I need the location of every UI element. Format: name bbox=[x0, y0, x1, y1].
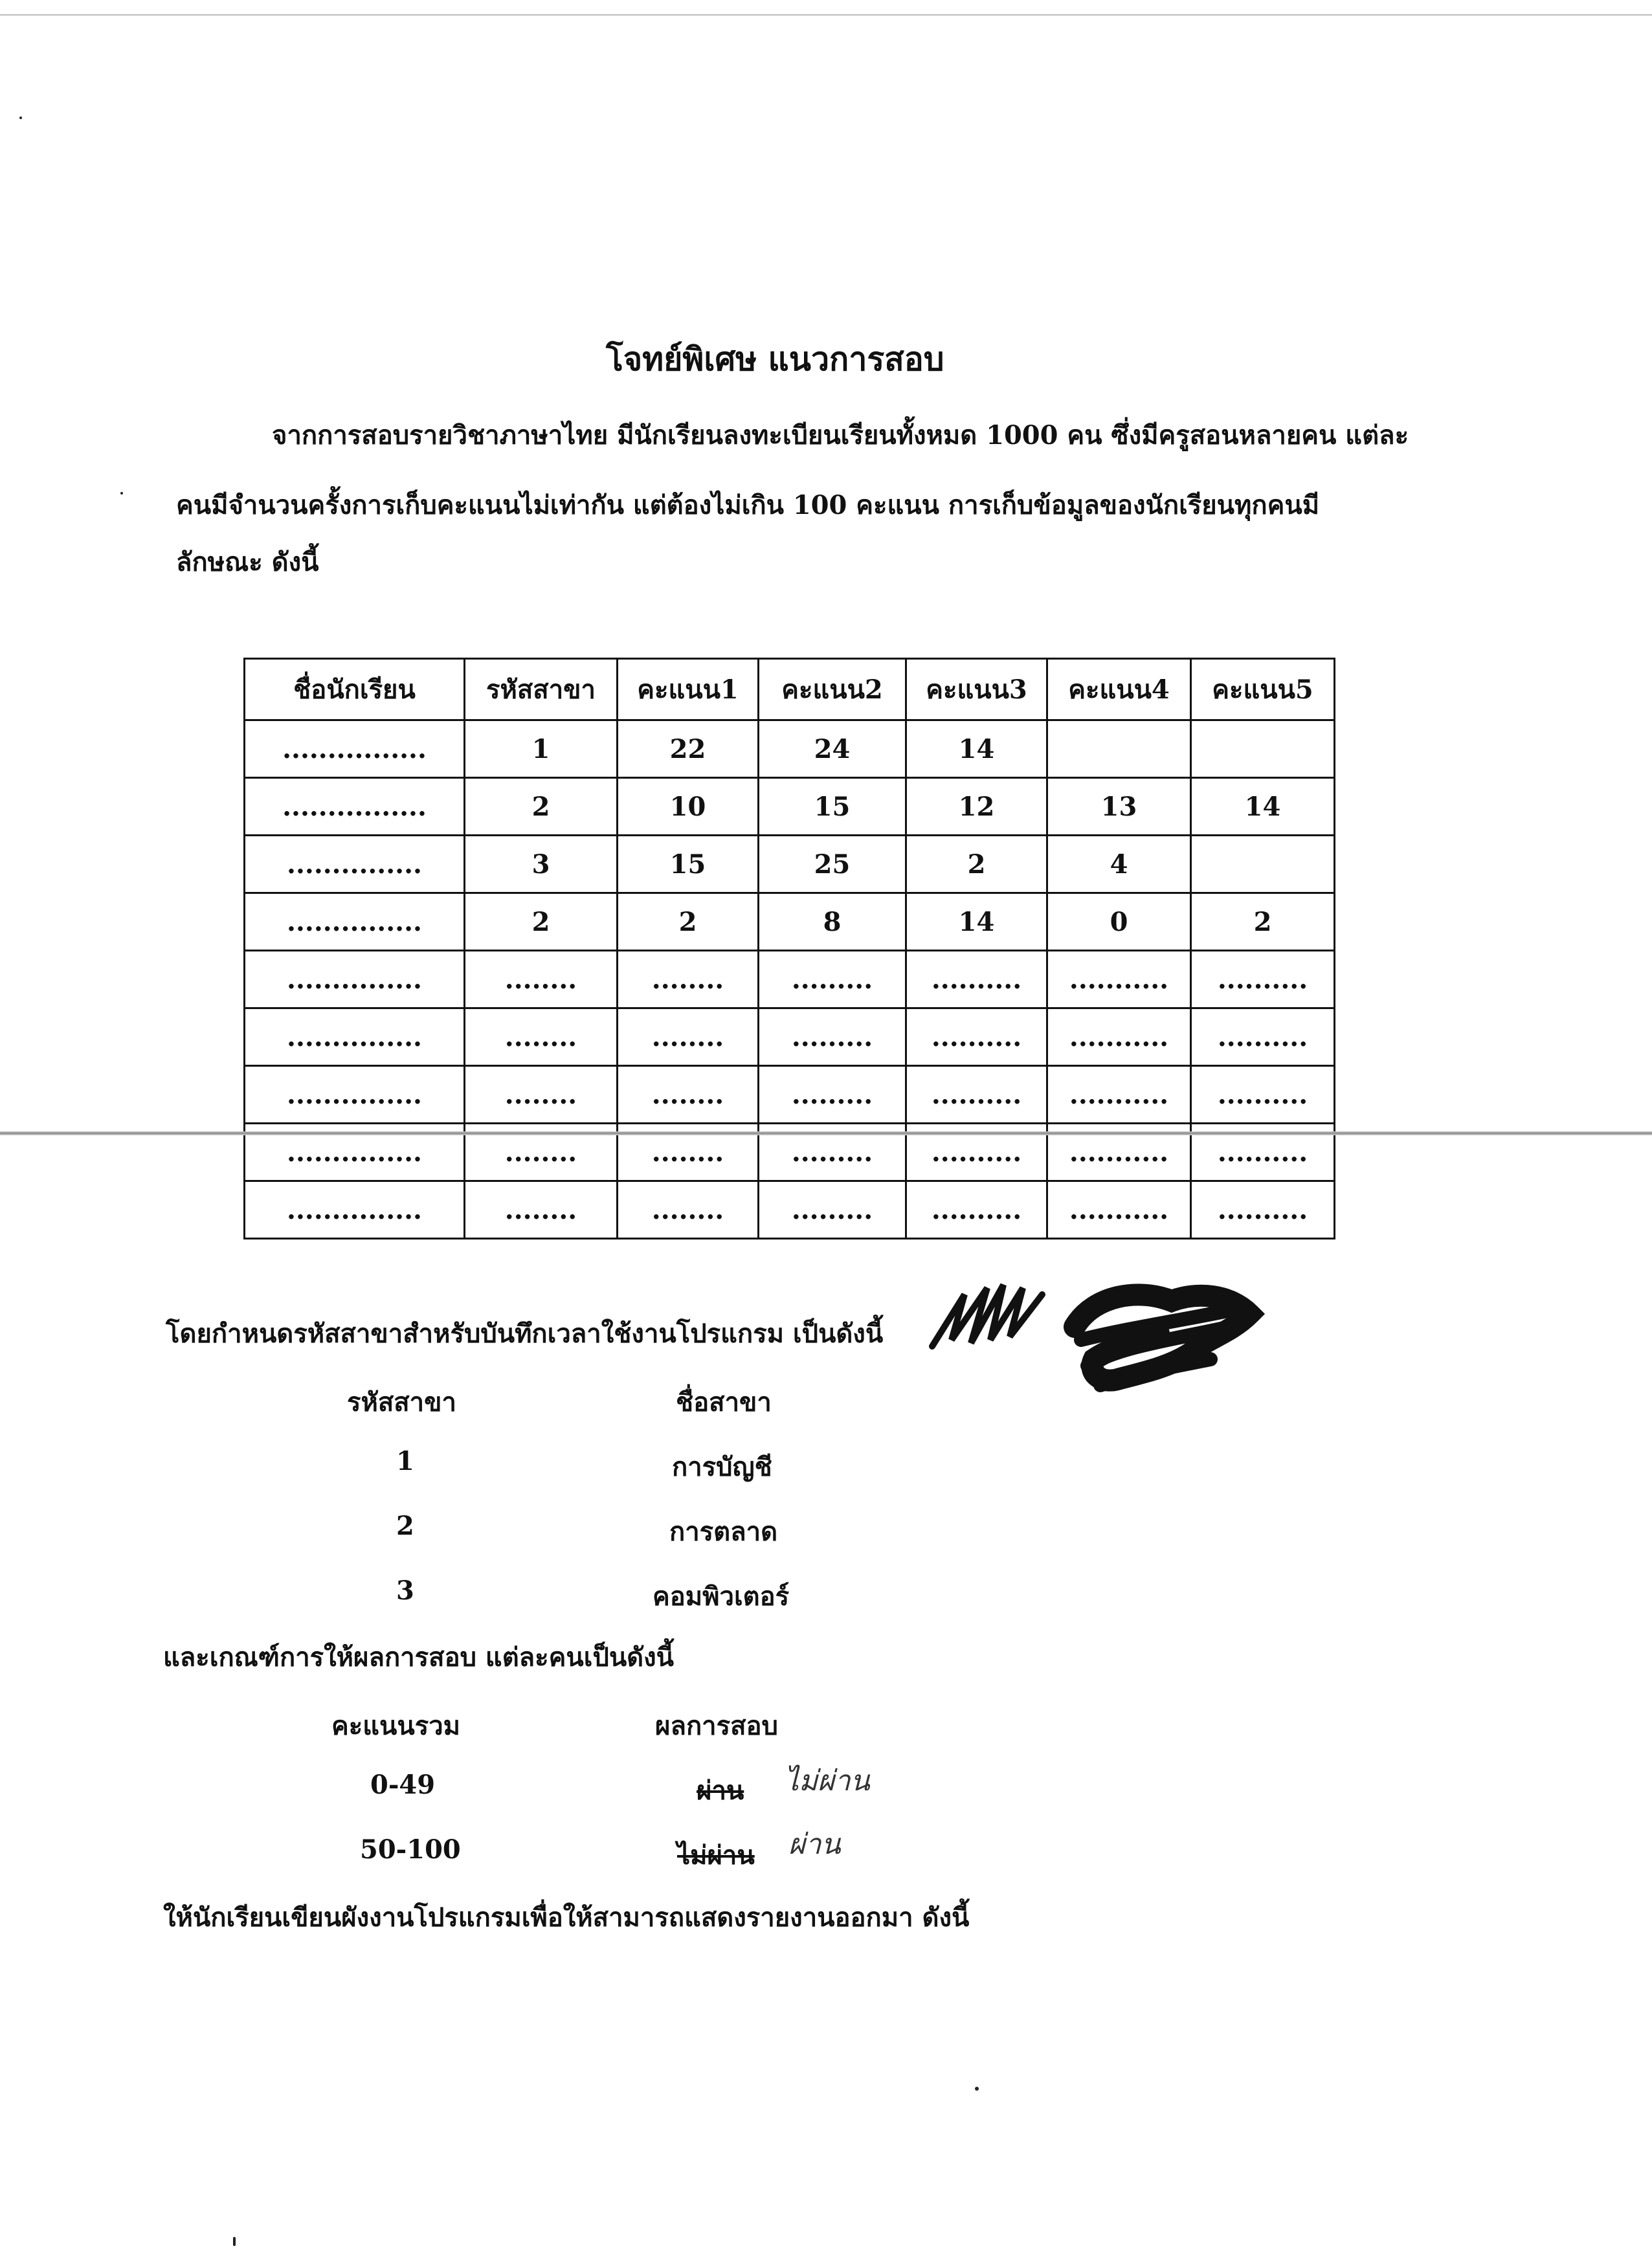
branch-code-2: 2 bbox=[396, 1511, 414, 1541]
header-student-name: ชื่อนักเรียน bbox=[245, 659, 465, 720]
criteria-result-2-struck: ไม่ผ่าน bbox=[677, 1840, 755, 1871]
paper-fold-line bbox=[0, 1131, 1652, 1135]
cell-score: .......... bbox=[906, 951, 1047, 1008]
cell-branch-code: ........ bbox=[465, 1008, 618, 1066]
branch-intro: โดยกำหนดรหัสสาขาสำหรับบันทึกเวลาใช้งานโปรแกรม เป็นดังนี้ bbox=[166, 1318, 884, 1349]
cell-score: 15 bbox=[759, 778, 906, 836]
cell-branch-code: 1 bbox=[465, 720, 618, 778]
criteria-header-score: คะแนนรวม bbox=[331, 1711, 461, 1741]
cell-score: ........ bbox=[618, 951, 759, 1008]
scan-speck bbox=[120, 492, 123, 495]
header-branch-code: รหัสสาขา bbox=[465, 659, 618, 720]
cell-branch-code: ........ bbox=[465, 1066, 618, 1124]
intro-line-3: ลักษณะ ดังนี้ bbox=[176, 547, 319, 577]
branch-name-3: คอมพิวเตอร์ bbox=[653, 1581, 790, 1612]
cell-score: ........ bbox=[618, 1066, 759, 1124]
cell-score: ........... bbox=[1047, 1181, 1191, 1239]
cell-score: ......... bbox=[759, 1181, 906, 1239]
cell-score: ........ bbox=[618, 1008, 759, 1066]
branch-header-name: ชื่อสาขา bbox=[676, 1387, 772, 1418]
document-title: โจทย์พิเศษ แนวการสอบ bbox=[606, 340, 944, 378]
cell-student-name: ............... bbox=[245, 951, 465, 1008]
cell-branch-code: 3 bbox=[465, 836, 618, 893]
cell-score: ........... bbox=[1047, 1066, 1191, 1124]
cell-score bbox=[1047, 720, 1191, 778]
cell-branch-code: ........ bbox=[465, 1181, 618, 1239]
scan-edge bbox=[0, 14, 1652, 16]
table-row bbox=[245, 778, 1335, 836]
cell-score bbox=[1191, 836, 1335, 893]
cell-score: 14 bbox=[906, 720, 1047, 778]
cell-score: 14 bbox=[906, 893, 1047, 951]
table-row bbox=[245, 951, 1335, 1008]
cell-score: .......... bbox=[906, 1181, 1047, 1239]
branch-name-1: การบัญชี bbox=[672, 1452, 772, 1482]
scan-speck bbox=[975, 2087, 979, 2091]
cell-score: .......... bbox=[1191, 1008, 1335, 1066]
header-score-3: คะแนน3 bbox=[906, 659, 1047, 720]
cell-score: ........... bbox=[1047, 1008, 1191, 1066]
cell-score: .......... bbox=[906, 1124, 1047, 1181]
scan-speck bbox=[19, 117, 22, 119]
branch-name-2: การตลาด bbox=[669, 1517, 778, 1547]
cell-score: 24 bbox=[759, 720, 906, 778]
cell-student-name: ............... bbox=[245, 1181, 465, 1239]
scribble-mark bbox=[926, 1269, 1275, 1411]
cell-score: 15 bbox=[618, 836, 759, 893]
cell-score: 4 bbox=[1047, 836, 1191, 893]
cell-score bbox=[1191, 720, 1335, 778]
cell-branch-code: 2 bbox=[465, 893, 618, 951]
cell-student-name: ............... bbox=[245, 1124, 465, 1181]
header-score-2: คะแนน2 bbox=[759, 659, 906, 720]
cell-score: .......... bbox=[1191, 951, 1335, 1008]
closing-instruction: ให้นักเรียนเขียนผังงานโปรแกรมเพื่อให้สามารถแสดงรายงานออกมา ดังนี้ bbox=[163, 1902, 970, 1933]
cell-student-name: ................ bbox=[245, 720, 465, 778]
cell-score: 8 bbox=[759, 893, 906, 951]
cell-score: 13 bbox=[1047, 778, 1191, 836]
criteria-result-1-struck: ผ่าน bbox=[697, 1775, 744, 1806]
cell-score: ......... bbox=[759, 1008, 906, 1066]
table-row bbox=[245, 720, 1335, 778]
cell-branch-code: ........ bbox=[465, 1124, 618, 1181]
cell-score: 22 bbox=[618, 720, 759, 778]
intro-line-1: จากการสอบรายวิชาภาษาไทย มีนักเรียนลงทะเบียนเรียนทั้งหมด 1000 คน ซึ่งมีครูสอนหลายคน แต่ละ bbox=[272, 420, 1409, 450]
cell-score: 12 bbox=[906, 778, 1047, 836]
cell-score: 2 bbox=[1191, 893, 1335, 951]
cell-student-name: ............... bbox=[245, 893, 465, 951]
criteria-result-1-handwritten: ไม่ผ่าน bbox=[785, 1764, 870, 1797]
table-row bbox=[245, 1181, 1335, 1239]
scan-speck bbox=[233, 2237, 236, 2246]
cell-score: 0 bbox=[1047, 893, 1191, 951]
cell-branch-code: 2 bbox=[465, 778, 618, 836]
cell-score: .......... bbox=[1191, 1124, 1335, 1181]
cell-score: .......... bbox=[1191, 1066, 1335, 1124]
criteria-header-result: ผลการสอบ bbox=[655, 1711, 778, 1741]
branch-code-3: 3 bbox=[396, 1575, 414, 1606]
cell-score: 10 bbox=[618, 778, 759, 836]
score-table bbox=[243, 658, 1335, 1240]
cell-score: ......... bbox=[759, 1124, 906, 1181]
cell-score: ........ bbox=[618, 1124, 759, 1181]
header-score-5: คะแนน5 bbox=[1191, 659, 1335, 720]
criteria-result-2-handwritten: ผ่าน bbox=[788, 1828, 841, 1861]
cell-score: .......... bbox=[906, 1066, 1047, 1124]
cell-score: 14 bbox=[1191, 778, 1335, 836]
branch-header-code: รหัสสาขา bbox=[347, 1387, 456, 1418]
cell-score: .......... bbox=[1191, 1181, 1335, 1239]
criteria-intro: และเกณฑ์การให้ผลการสอบ แต่ละคนเป็นดังนี้ bbox=[163, 1642, 675, 1673]
cell-score: ........... bbox=[1047, 1124, 1191, 1181]
table-row bbox=[245, 893, 1335, 951]
cell-branch-code: ........ bbox=[465, 951, 618, 1008]
table-row bbox=[245, 1066, 1335, 1124]
cell-score: 25 bbox=[759, 836, 906, 893]
criteria-range-1: 0-49 bbox=[370, 1770, 436, 1800]
cell-student-name: ............... bbox=[245, 1008, 465, 1066]
cell-score: ........ bbox=[618, 1181, 759, 1239]
cell-student-name: ............... bbox=[245, 836, 465, 893]
cell-student-name: ............... bbox=[245, 1066, 465, 1124]
cell-student-name: ................ bbox=[245, 778, 465, 836]
header-score-4: คะแนน4 bbox=[1047, 659, 1191, 720]
criteria-range-2: 50-100 bbox=[360, 1834, 461, 1865]
branch-code-1: 1 bbox=[396, 1446, 414, 1476]
cell-score: ......... bbox=[759, 1066, 906, 1124]
header-score-1: คะแนน1 bbox=[618, 659, 759, 720]
table-header-row bbox=[245, 659, 1335, 720]
cell-score: 2 bbox=[618, 893, 759, 951]
cell-score: ......... bbox=[759, 951, 906, 1008]
cell-score: .......... bbox=[906, 1008, 1047, 1066]
table-row bbox=[245, 1008, 1335, 1066]
table-row bbox=[245, 836, 1335, 893]
cell-score: ........... bbox=[1047, 951, 1191, 1008]
intro-line-2: คนมีจำนวนครั้งการเก็บคะแนนไม่เท่ากัน แต่ต้องไม่เกิน 100 คะแนน การเก็บข้อมูลของนักเรียนทุกคนมี bbox=[176, 490, 1320, 520]
cell-score: 2 bbox=[906, 836, 1047, 893]
